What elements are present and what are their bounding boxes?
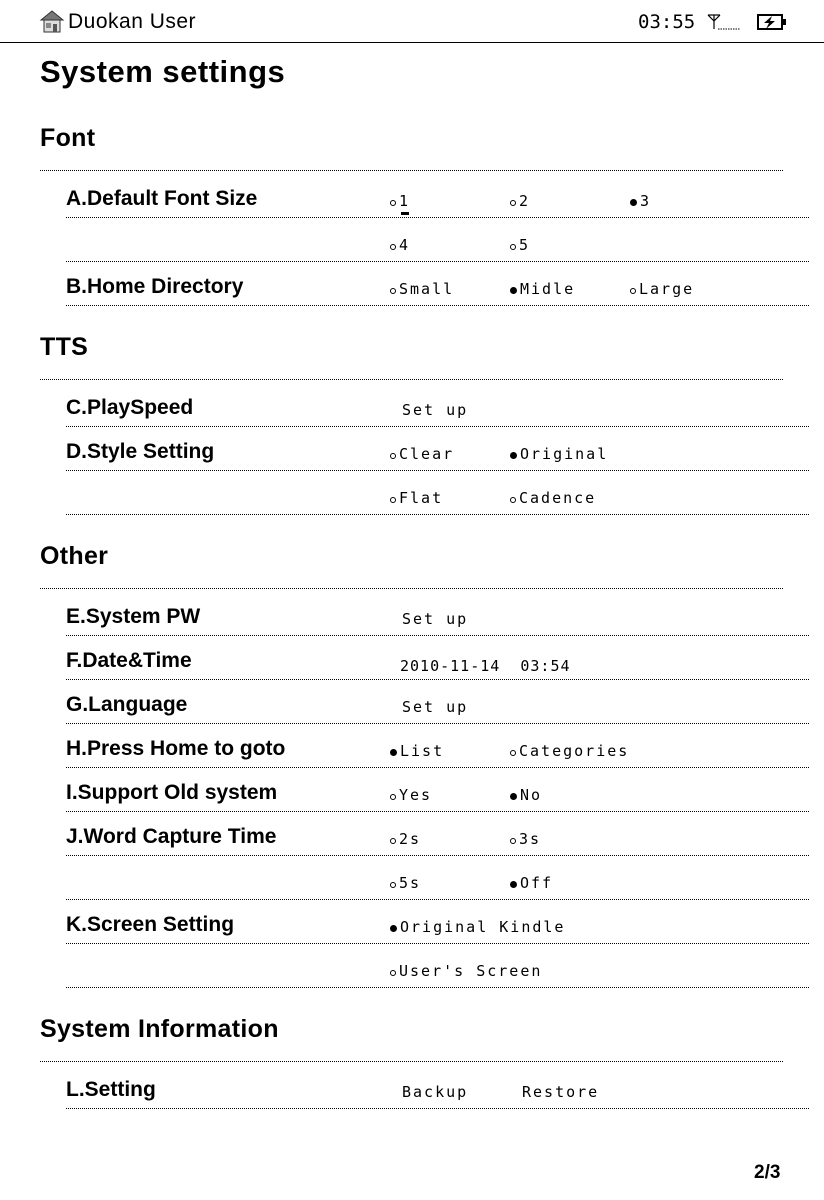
radio-home-list[interactable]: List — [390, 742, 444, 760]
radio-on-icon — [510, 881, 517, 888]
label-setting: L.Setting — [66, 1078, 156, 1101]
radio-on-icon — [510, 452, 517, 459]
row-divider — [66, 635, 809, 636]
radio-style-clear[interactable]: Clear — [390, 445, 454, 463]
radio-on-icon — [390, 749, 397, 756]
row-divider — [66, 767, 809, 768]
label-home-directory: B.Home Directory — [66, 275, 244, 298]
page-indicator: 2/3 — [754, 1162, 781, 1183]
section-title-other: Other — [40, 542, 109, 570]
radio-font-size-3[interactable]: 3 — [630, 192, 651, 210]
radio-off-icon — [390, 244, 396, 250]
radio-off-icon — [390, 497, 396, 503]
page-title: System settings — [40, 54, 286, 89]
system-pw-setup-link[interactable]: Set up — [402, 610, 469, 628]
row-divider — [66, 514, 809, 515]
label-screen-setting: K.Screen Setting — [66, 913, 235, 936]
radio-off-icon — [390, 838, 396, 844]
radio-support-no[interactable]: No — [510, 786, 542, 804]
row-divider — [66, 470, 809, 471]
radio-off-icon — [510, 497, 516, 503]
radio-font-size-4[interactable]: 4 — [390, 236, 410, 254]
radio-font-size-5[interactable]: 5 — [510, 236, 530, 254]
battery-charging-icon — [756, 12, 788, 32]
section-divider — [40, 379, 783, 380]
label-word-capture: J.Word Capture Time — [66, 825, 277, 848]
radio-off-icon — [390, 882, 396, 888]
radio-style-cadence[interactable]: Cadence — [510, 489, 596, 507]
section-divider — [40, 1061, 783, 1062]
backup-button[interactable]: Backup — [402, 1083, 469, 1101]
section-divider — [40, 588, 783, 589]
section-title-tts: TTS — [40, 333, 89, 361]
language-setup-link[interactable]: Set up — [402, 698, 469, 716]
radio-capture-off[interactable]: Off — [510, 874, 553, 892]
radio-capture-3s[interactable]: 3s — [510, 830, 541, 848]
row-divider — [66, 811, 809, 812]
label-language: G.Language — [66, 693, 188, 716]
row-divider — [66, 217, 809, 218]
label-system-pw: E.System PW — [66, 605, 201, 628]
radio-off-icon — [510, 750, 516, 756]
label-date-time: F.Date&Time — [66, 649, 192, 672]
radio-home-categories[interactable]: Categories — [510, 742, 629, 760]
radio-off-icon — [510, 244, 516, 250]
radio-style-original[interactable]: Original — [510, 445, 608, 463]
wifi-signal-icon — [706, 12, 742, 32]
radio-on-icon — [510, 793, 517, 800]
radio-off-icon — [390, 970, 396, 976]
radio-capture-2s[interactable]: 2s — [390, 830, 421, 848]
radio-screen-original-kindle[interactable]: Original Kindle — [390, 918, 565, 936]
radio-home-midle[interactable]: Midle — [510, 280, 575, 298]
section-title-font: Font — [40, 124, 96, 152]
date-time-value[interactable]: 2010-11-14 03:54 — [400, 657, 571, 675]
row-divider — [66, 987, 809, 988]
radio-home-small[interactable]: Small — [390, 280, 454, 298]
row-divider — [66, 899, 809, 900]
radio-on-icon — [510, 287, 517, 294]
radio-capture-5s[interactable]: 5s — [390, 874, 421, 892]
radio-on-icon — [390, 925, 397, 932]
radio-font-size-2[interactable]: 2 — [510, 192, 530, 210]
radio-off-icon — [630, 288, 636, 294]
section-divider — [40, 170, 783, 171]
row-divider — [66, 1108, 809, 1109]
home-icon — [38, 7, 66, 35]
label-default-font-size: A.Default Font Size — [66, 187, 258, 210]
label-style-setting: D.Style Setting — [66, 440, 215, 463]
radio-screen-user[interactable]: User's Screen — [390, 962, 542, 980]
radio-off-icon — [390, 288, 396, 294]
row-divider — [66, 723, 809, 724]
row-divider — [66, 855, 809, 856]
radio-off-icon — [510, 838, 516, 844]
row-divider — [66, 943, 809, 944]
section-title-system-information: System Information — [40, 1015, 279, 1043]
radio-style-flat[interactable]: Flat — [390, 489, 443, 507]
radio-off-icon — [510, 200, 516, 206]
label-press-home: H.Press Home to goto — [66, 737, 286, 760]
row-divider — [66, 426, 809, 427]
radio-home-large[interactable]: Large — [630, 280, 694, 298]
radio-support-yes[interactable]: Yes — [390, 786, 432, 804]
row-divider — [66, 305, 809, 306]
restore-button[interactable]: Restore — [522, 1083, 600, 1101]
clock: 03:55 — [638, 11, 696, 33]
selection-cursor — [401, 212, 409, 215]
row-divider — [66, 679, 809, 680]
status-bar — [0, 0, 824, 43]
play-speed-setup-link[interactable]: Set up — [402, 401, 469, 419]
row-divider — [66, 261, 809, 262]
radio-off-icon — [390, 794, 396, 800]
label-play-speed: C.PlaySpeed — [66, 396, 194, 419]
radio-off-icon — [390, 453, 396, 459]
label-support-old: I.Support Old system — [66, 781, 278, 804]
user-name: Duokan User — [68, 10, 197, 33]
radio-font-size-1[interactable]: 1 — [390, 192, 410, 210]
radio-on-icon — [630, 199, 637, 206]
radio-off-icon — [390, 200, 396, 206]
